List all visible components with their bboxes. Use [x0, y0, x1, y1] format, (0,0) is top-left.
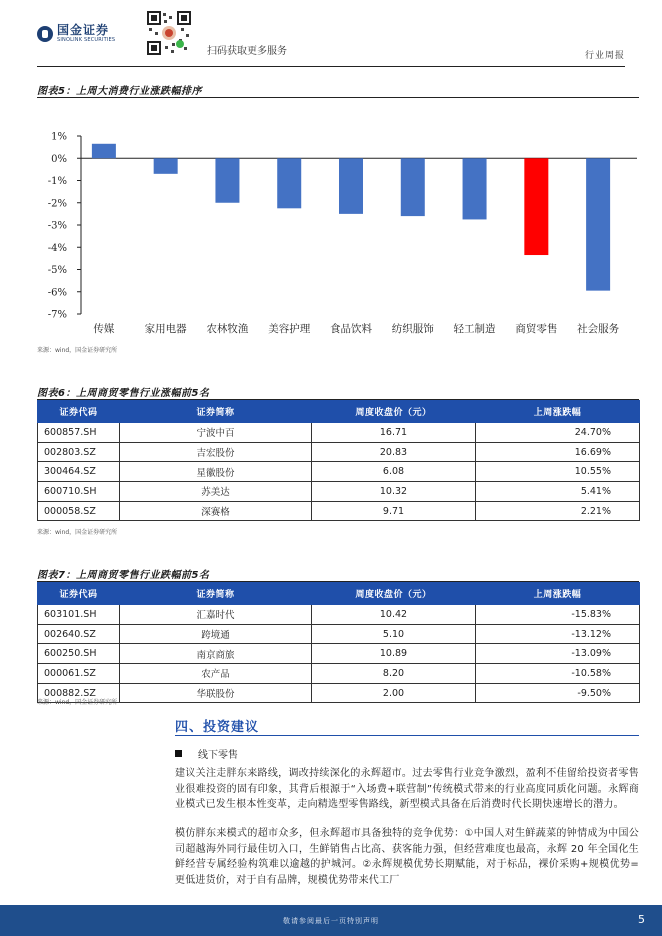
- figure7-title: 图表7：上周商贸零售行业跌幅前5名: [37, 570, 210, 581]
- table-row: [38, 664, 640, 684]
- page-footer: [0, 905, 662, 936]
- x-category-label: 食品饮料: [330, 323, 372, 335]
- cell-change: 16.69%: [476, 442, 640, 462]
- cell-code: 000058.SZ: [38, 501, 120, 521]
- cell-change: -15.83%: [476, 605, 640, 625]
- table-row: [38, 482, 640, 502]
- y-tick-label: -3%: [47, 220, 67, 232]
- cell-name: 宁波中百: [120, 423, 312, 443]
- cell-name: 华联股份: [120, 683, 312, 703]
- cell-close: 8.20: [312, 664, 476, 684]
- x-category-label: 轻工制造: [453, 323, 496, 335]
- page-number: 5: [638, 913, 645, 926]
- cell-change: -10.58%: [476, 664, 640, 684]
- y-tick-label: 1%: [51, 131, 67, 143]
- col-header-change: 上周涨跌幅: [476, 401, 640, 423]
- cell-close: 5.10: [312, 624, 476, 644]
- cell-change: -13.09%: [476, 644, 640, 664]
- y-tick-label: -6%: [47, 287, 67, 299]
- y-tick-label: -5%: [47, 265, 67, 276]
- figure6-source: 来源：wind，国金证券研究所: [37, 529, 118, 536]
- cell-name: 星徽股份: [120, 462, 312, 482]
- logo-name-cn: 国金证券: [57, 23, 110, 37]
- x-category-label: 农林牧渔: [206, 323, 249, 335]
- cell-change: 24.70%: [476, 423, 640, 443]
- figure6-title: 图表6：上周商贸零售行业涨幅前5名: [37, 388, 210, 399]
- cell-close: 10.32: [312, 482, 476, 502]
- cell-name: 汇嘉时代: [120, 605, 312, 625]
- top-losers-table: [37, 582, 640, 703]
- col-header-code: 证券代码: [38, 401, 120, 423]
- table-header-row: [38, 401, 640, 423]
- figure5-source: 来源：wind，国金证券研究所: [37, 347, 118, 354]
- cell-name: 苏美达: [120, 482, 312, 502]
- cell-code: 600250.SH: [38, 644, 120, 664]
- cell-change: -9.50%: [476, 683, 640, 703]
- cell-name: 深赛格: [120, 501, 312, 521]
- cell-close: 16.71: [312, 423, 476, 443]
- logo-name-en: SINOLINK SECURITIES: [57, 37, 116, 43]
- col-header-name: 证券简称: [120, 583, 312, 605]
- cell-code: 002803.SZ: [38, 442, 120, 462]
- col-header-change: 上周涨跌幅: [476, 583, 640, 605]
- cell-change: 2.21%: [476, 501, 640, 521]
- x-category-label: 商贸零售: [515, 323, 558, 335]
- table-row: [38, 442, 640, 462]
- cell-code: 603101.SH: [38, 605, 120, 625]
- section-heading: 四、投资建议: [175, 720, 260, 735]
- x-category-label: 纺织服饰: [391, 323, 434, 335]
- cell-close: 20.83: [312, 442, 476, 462]
- x-category-label: 家用电器: [144, 323, 187, 335]
- cell-code: 000061.SZ: [38, 664, 120, 684]
- cell-close: 10.89: [312, 644, 476, 664]
- disclaimer-notice: 敬请参阅最后一页特别声明: [283, 917, 379, 925]
- table-row: [38, 644, 640, 664]
- bar-纺织服饰: [401, 158, 425, 216]
- bar-轻工制造: [463, 158, 487, 219]
- x-category-label: 美容护理: [268, 323, 311, 335]
- col-header-close: 周度收盘价（元）: [312, 401, 476, 423]
- table-header-row: [38, 583, 640, 605]
- x-category-label: 传媒: [93, 323, 115, 335]
- table-row: [38, 605, 640, 625]
- figure5-title: 图表5：上周大消费行业涨跌幅排序: [37, 86, 202, 97]
- top-gainers-table: [37, 400, 640, 521]
- cell-code: 002640.SZ: [38, 624, 120, 644]
- y-tick-label: -4%: [47, 242, 67, 254]
- qr-caption: 扫码获取更多服务: [207, 46, 287, 57]
- cell-name: 吉宏股份: [120, 442, 312, 462]
- qr-code-icon: [146, 10, 192, 56]
- cell-name: 跨境通: [120, 624, 312, 644]
- industry-return-bar-chart: [37, 116, 639, 342]
- paragraph: 模仿胖东来模式的超市众多，但永辉超市具备独特的竞争优势：①中国人对生鲜蔬菜的钟情成为中国公司超越海外同行最佳切入口，生鲜销售占比高、获客能力强，但经营难度也最高，永辉 20 年全国化生鲜经营专属经验构筑难以逾越的护城河。②永辉规模优势长期赋能，对于标品，裸价采购+规模优势=更低进货价，对于自有品牌，规模优势带来代工厂: [175, 828, 639, 886]
- section-heading-rule: [175, 735, 639, 736]
- bar-农林牧渔: [215, 158, 239, 203]
- bar-家用电器: [154, 158, 178, 174]
- y-tick-label: -1%: [47, 176, 67, 187]
- x-category-label: 社会服务: [577, 323, 620, 335]
- cell-code: 600710.SH: [38, 482, 120, 502]
- page-header: [0, 0, 662, 66]
- cell-change: -13.12%: [476, 624, 640, 644]
- figure5-title-rule: [37, 97, 639, 98]
- subheading-text: 线下零售: [198, 750, 238, 761]
- figure7-source: 来源：wind，国金证券研究所: [37, 699, 118, 706]
- cell-close: 6.08: [312, 462, 476, 482]
- y-tick-label: -2%: [47, 198, 67, 210]
- bar-商贸零售: [524, 158, 548, 255]
- table-row: [38, 423, 640, 443]
- logo-icon: [37, 26, 53, 42]
- y-tick-label: 0%: [51, 153, 67, 165]
- col-header-name: 证券简称: [120, 401, 312, 423]
- header-divider: [37, 66, 625, 67]
- cell-change: 5.41%: [476, 482, 640, 502]
- y-tick-label: -7%: [47, 309, 67, 321]
- subheading-item: [175, 746, 238, 761]
- bar-美容护理: [277, 158, 301, 208]
- table-row: [38, 501, 640, 521]
- cell-code: 300464.SZ: [38, 462, 120, 482]
- cell-close: 2.00: [312, 683, 476, 703]
- cell-code: 000882.SZ: [38, 683, 120, 703]
- table-row: [38, 683, 640, 703]
- paragraph: 建议关注走胖东来路线，调改持续深化的永辉超市。过去零售行业竞争激烈，盈利不佳留给投资者零售业很难投资的固有印象，其背后根源于“入场费+联营制”传统模式带来的行业高度同质化问题。永辉商业模式已发生根本性变革，走向精选型零售路线，新型模式具备在后消费时代长期快速增长的潜力。: [175, 768, 639, 811]
- col-header-code: 证券代码: [38, 583, 120, 605]
- report-type-label: 行业周报: [584, 51, 625, 61]
- cell-close: 9.71: [312, 501, 476, 521]
- square-bullet-icon: [175, 750, 182, 757]
- cell-code: 600857.SH: [38, 423, 120, 443]
- cell-name: 南京商旅: [120, 644, 312, 664]
- cell-name: 农产品: [120, 664, 312, 684]
- table-row: [38, 624, 640, 644]
- col-header-close: 周度收盘价（元）: [312, 583, 476, 605]
- bar-食品饮料: [339, 158, 363, 214]
- bar-传媒: [92, 144, 116, 158]
- bar-社会服务: [586, 158, 610, 290]
- table-row: [38, 462, 640, 482]
- company-logo: [37, 24, 115, 43]
- cell-close: 10.42: [312, 605, 476, 625]
- cell-change: 10.55%: [476, 462, 640, 482]
